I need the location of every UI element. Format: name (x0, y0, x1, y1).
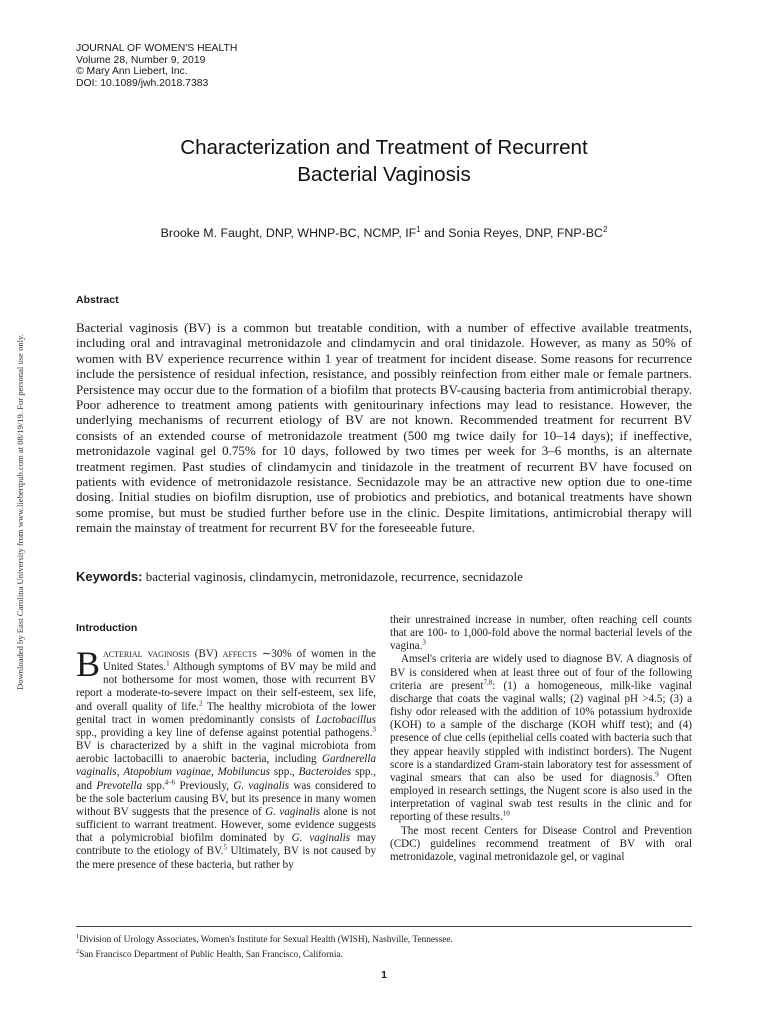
author-2-affiliation[interactable]: 2 (602, 225, 608, 234)
lead-in: acterial vaginosis (BV) affects (103, 648, 257, 660)
text-run: , (210, 766, 218, 779)
footnote-divider (76, 926, 692, 927)
author-2: Sonia Reyes, DNP, FNP-BC (448, 226, 603, 241)
text-run: alone is not sufficient to warrant treatment. However, some evidence suggests that a polymicrobial biofilm dominated by (76, 805, 377, 845)
journal-name: JOURNAL OF WOMEN'S HEALTH (76, 43, 238, 54)
taxon-name: Prevotella (96, 779, 143, 792)
footnote-1 (76, 931, 692, 946)
citation[interactable]: 7,8 (483, 678, 493, 687)
text-run: spp. (142, 779, 165, 792)
text-run: The healthy microbiota of the lower genital tract in women predominantly consists of (76, 700, 376, 726)
text-run: spp., providing a key line of defense against potential pathogens. (76, 726, 373, 739)
intro-paragraph-1 (76, 644, 377, 872)
abstract-heading: Abstract (76, 294, 119, 306)
citation[interactable]: 2 (198, 698, 203, 707)
citation[interactable]: 4–6 (164, 777, 176, 786)
citation[interactable]: 10 (502, 809, 510, 818)
taxon-name: G. vaginalis (233, 779, 290, 792)
affiliation-footnotes (76, 931, 692, 961)
citation[interactable]: 1 (166, 659, 170, 668)
journal-copyright: © Mary Ann Liebert, Inc. (76, 66, 188, 78)
download-notice-text: Downloaded by East Carolina University from www.liebertpub.com at 08/19/19. For personal use only. (15, 334, 25, 690)
text-run: Ultimately, BV is not caused by the mere presence of these bacteria, but rather by (76, 845, 376, 871)
journal-doi[interactable]: DOI: 10.1089/jwh.2018.7383 (76, 77, 209, 89)
taxon-name: G. vaginalis (291, 832, 351, 845)
text-run: Although symptoms of BV may be mild and not bothersome for most women, those with recurrent BV report a moderate-to-severe impact on their self-esteem, sex life, and overall quality of life. (76, 661, 376, 713)
title-line-2: Bacterial Vaginosis (297, 163, 471, 186)
left-column (76, 622, 376, 872)
intro-paragraph-1-continued (390, 614, 692, 653)
author-1-affiliation[interactable]: 1 (416, 225, 421, 234)
section-heading-introduction: Introduction (76, 622, 138, 634)
text-run: spp., (269, 766, 299, 779)
footnote-2 (76, 946, 692, 961)
citation[interactable]: 3 (372, 725, 376, 734)
citation[interactable]: 9 (655, 770, 659, 779)
text-run: Often employed in research settings, the Nugent score is also used in the interpretation of vaginal swab test results in the clinic and for reporting of these results. (390, 771, 692, 824)
text-run: spp., and (76, 766, 377, 792)
text-run: was considered to be the sole bacterium causing BV, but its presence in many women without BV suggests that the presence of (76, 779, 376, 818)
text-run-continued: their unrestrained increase in number, often reaching cell counts that are 100- to 1,000-fold above the normal bacterial levels of the vagina. (390, 614, 692, 653)
text-run: The most recent Centers for Disease Control and Prevention (CDC) guidelines recommend treatment of BV with oral metronidazole, vaginal metronidazole gel, or vaginal (390, 824, 692, 863)
intro-paragraph-2 (390, 653, 692, 824)
keywords-label: Keywords: (76, 569, 143, 584)
footnote-text: San Francisco Department of Public Health, San Francisco, California. (79, 950, 343, 961)
citation[interactable]: 5 (223, 843, 227, 852)
footnote-marker: 1 (76, 933, 80, 940)
author-conjunction: and (420, 226, 449, 241)
text-run: , (116, 766, 124, 779)
page-number: 1 (381, 969, 387, 981)
intro-paragraph-3 (390, 825, 692, 864)
taxon-name: Mobiluncus (217, 766, 270, 779)
taxon-name: Gardnerella vaginalis (76, 753, 376, 779)
text-run: Amsel's criteria are widely used to diagnose BV. A diagnosis of BV is considered when at least three out of four of the following criteria are present (390, 653, 692, 692)
download-notice (4, 320, 34, 690)
drop-cap: B (76, 644, 101, 684)
keywords (76, 569, 692, 585)
citation[interactable]: 3 (422, 638, 426, 647)
taxon-name: G. vaginalis (265, 805, 321, 818)
journal-header (76, 43, 237, 89)
taxon-name: Atopobium vaginae (123, 766, 211, 779)
text-run: Previously, (175, 779, 234, 792)
author-list (76, 222, 692, 241)
text-run: may contribute to the etiology of BV. (76, 832, 376, 858)
abstract-text: Bacterial vaginosis (BV) is a common but treatable condition, with a number of effective available treatments, including oral and intravaginal metronidazole and clindamycin and oral tinidazole. However, as many as 50% of women with BV experience recurrence within 1 year of treatment for incident disease. Some reasons for recurrence include the persistence of residual infection, resistance, and possibly reinfection from either male or female partners. Persistence may occur due to the formation of a biofilm that protects BV-causing bacteria from antimicrobial therapy. Poor adherence to treatment among patients with genitourinary infections may lead to resistance. However, the underlying mechanisms of recurrent etiology of BV are not known. Recommended treatment for recurrent BV consists of an extended course of metronidazole treatment (500 mg twice daily for 10–14 days); if ineffective, metronidazole vaginal gel 0.75% for 10 days, followed by two times per week for 3–6 months, is an alternate treatment regimen. Past studies of clindamycin and tinidazole in the treatment of recurrent BV have focused on patients with evidence of metronidazole resistance. Secnidazole may be an attractive new option due to one-time dosing. Initial studies on biofilm disruption, use of probiotics and prebiotics, and botanical treatments have shown some promise, but must be studied further before use in the clinic. Despite limitations, antimicrobial therapy will remain the mainstay of treatment for recurrent BV for the foreseeable future. (76, 320, 692, 536)
author-1: Brooke M. Faught, DNP, WHNP-BC, NCMP, IF (160, 226, 417, 241)
text-run: : (1) a homogeneous, milk-like vaginal discharge that coats the vaginal walls; (2) vaginal pH >4.5; (3) a fishy odor released with the addition of 10% potassium hydroxide (KOH) to a sample of the discharge (KOH whiff test); and (4) presence of clue cells (epithelial cells coated with bacteria such that they appear heavily stippled with indistinct borders). The Nugent score is a standardized Gram-stain laboratory test for assessment of vaginal smears that can also be used for diagnosis. (390, 679, 692, 784)
journal-volume: Volume 28, Number 9, 2019 (76, 54, 206, 66)
text-run: BV is characterized by a shift in the vaginal microbiota from aerobic lactobacilli to anaerobic bacteria, including (76, 740, 376, 766)
article-title (76, 134, 692, 188)
text-run: ∼30% of women in the United States. (103, 648, 376, 674)
footnote-text: Division of Urology Associates, Women's Institute for Sexual Health (WISH), Nashville, Tennessee. (79, 935, 453, 946)
keywords-list: bacterial vaginosis, clindamycin, metronidazole, recurrence, secnidazole (142, 569, 523, 584)
footnote-marker: 2 (76, 948, 80, 956)
taxon-name: Bacteroides (298, 766, 352, 779)
right-column (390, 614, 692, 864)
title-line-1: Characterization and Treatment of Recurrent (180, 136, 588, 159)
taxon-name: Lactobacillus (315, 713, 376, 726)
